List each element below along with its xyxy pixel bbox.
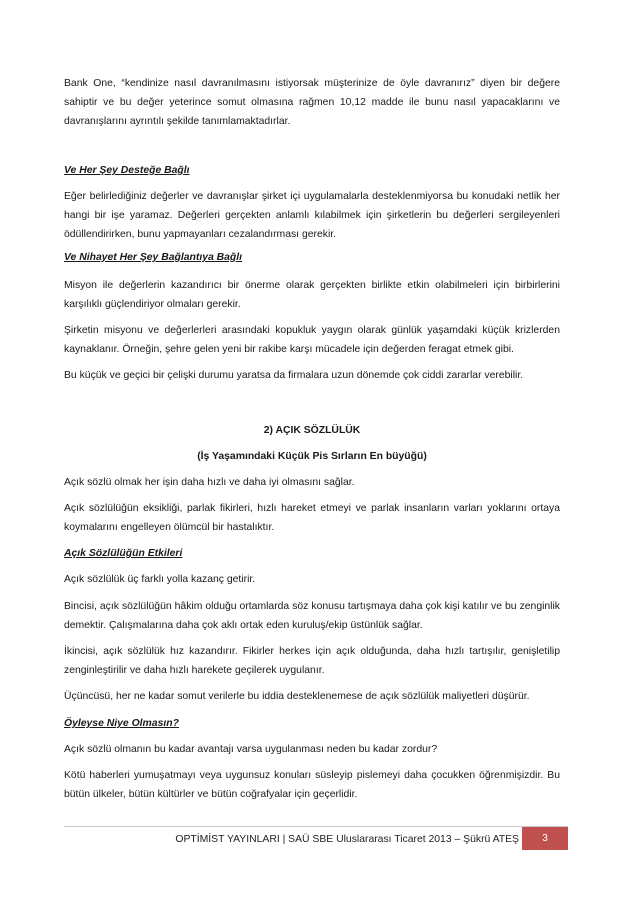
paragraph-bank-one: Bank One, “kendinize nasıl davranılmasını istiyorsak müşterinize de öyle davranırız” diyen bir değere sahiptir ve bu değer yeterince somut olmasına rağmen 10,12 madde ile bunu nasıl yapacaklarını ve davranışlarını ayrıntılı şekilde tanımlamaktadırlar.	[64, 78, 560, 127]
paragraph-third: Üçüncüsü, her ne kadar somut verilerle bu iddia desteklenemese de açık sözlülük maliyetleri düşürür.	[64, 691, 530, 702]
section-subtitle: (İş Yaşamındaki Küçük Pis Sırların En büyüğü)	[197, 451, 427, 462]
heading-why-not: Öyleyse Niye Olmasın?	[64, 718, 179, 729]
paragraph-support: Eğer belirlediğiniz değerler ve davranışlar şirket içi uygulamalarla desteklenmiyorsa bu konudaki netlik her hangi bir işe yaramaz. Değerleri gerçekten anlamlı kılabilmek için şirketlerin bu değerleri sergileyenleri ödüllendirirken, bunu yapmayanları cezalandırması gerekir.	[64, 191, 560, 240]
paragraph-three-ways: Açık sözlülük üç farklı yolla kazanç getirir.	[64, 574, 256, 585]
heading-connection: Ve Nihayet Her Şey Bağlantıya Bağlı	[64, 252, 243, 263]
footer-text: OPTİMİST YAYINLARI | SAÜ SBE Uluslararası Ticaret 2013 – Şükrü ATEŞ	[175, 834, 519, 845]
paragraph-candor-benefit: Açık sözlü olmak her işin daha hızlı ve daha iyi olmasını sağlar.	[64, 477, 355, 488]
paragraph-bad-news: Kötü haberleri yumuşatmayı veya uygunsuz konuları süsleyip pislemeyi daha çocukken öğrenmişizdir. Bu bütün ülkeler, bütün kültürler ve bütün coğrafyalar için geçerlidir.	[64, 770, 560, 800]
paragraph-first: Bincisi, açık sözlülüğün hâkim olduğu ortamlarda söz konusu tartışmaya daha çok kişi katılır ve bu zenginlik demektir. Çalışmalarına daha çok aklı ortak eden kuruluş/ekip üstünlük sağlar.	[64, 601, 560, 631]
paragraph-why-hard: Açık sözlü olmanın bu kadar avantajı varsa uygulanması neden bu kadar zordur?	[64, 744, 438, 755]
section-title: 2) AÇIK SÖZLÜLÜK	[263, 425, 361, 436]
paragraph-disconnect: Şirketin misyonu ve değerlerleri arasındaki kopukluk yaygın olarak günlük yaşamdaki küçük krizlerden kaynaklanır. Örneğin, şehre gelen yeni bir rakibe karşı mücadele için değerden feragat etmek gibi.	[64, 325, 560, 355]
paragraph-second: İkincisi, açık sözlülük hız kazandırır. Fikirler herkes için açık olduğunda, daha hızlı tartışılır, genişletilip zenginleştirilir ve daha hızlı harekete geçilerek uygulanır.	[64, 646, 560, 676]
paragraph-mission-values: Misyon ile değerlerin kazandırıcı bir önerme olarak gerçekten birlikte etkin olabilmeleri için birbirlerini karşılıklı güçlendiriyor olmaları gerekir.	[64, 280, 560, 310]
paragraph-conflict: Bu küçük ve geçici bir çelişki durumu yaratsa da firmalara uzun dönemde çok ciddi zararlar verebilir.	[64, 370, 524, 381]
heading-candor-effects: Açık Sözlülüğün Etkileri	[64, 548, 183, 559]
page-number-badge: 3	[522, 827, 568, 850]
heading-support: Ve Her Şey Desteğe Bağlı	[64, 165, 190, 176]
footer-divider	[64, 826, 568, 827]
paragraph-candor-lack: Açık sözlülüğün eksikliği, parlak fikirleri, hızlı hareket etmeyi ve parlak insanların varları yoklarını ortaya koymalarını engelleyen ölümcül bir hastalıktır.	[64, 503, 560, 533]
